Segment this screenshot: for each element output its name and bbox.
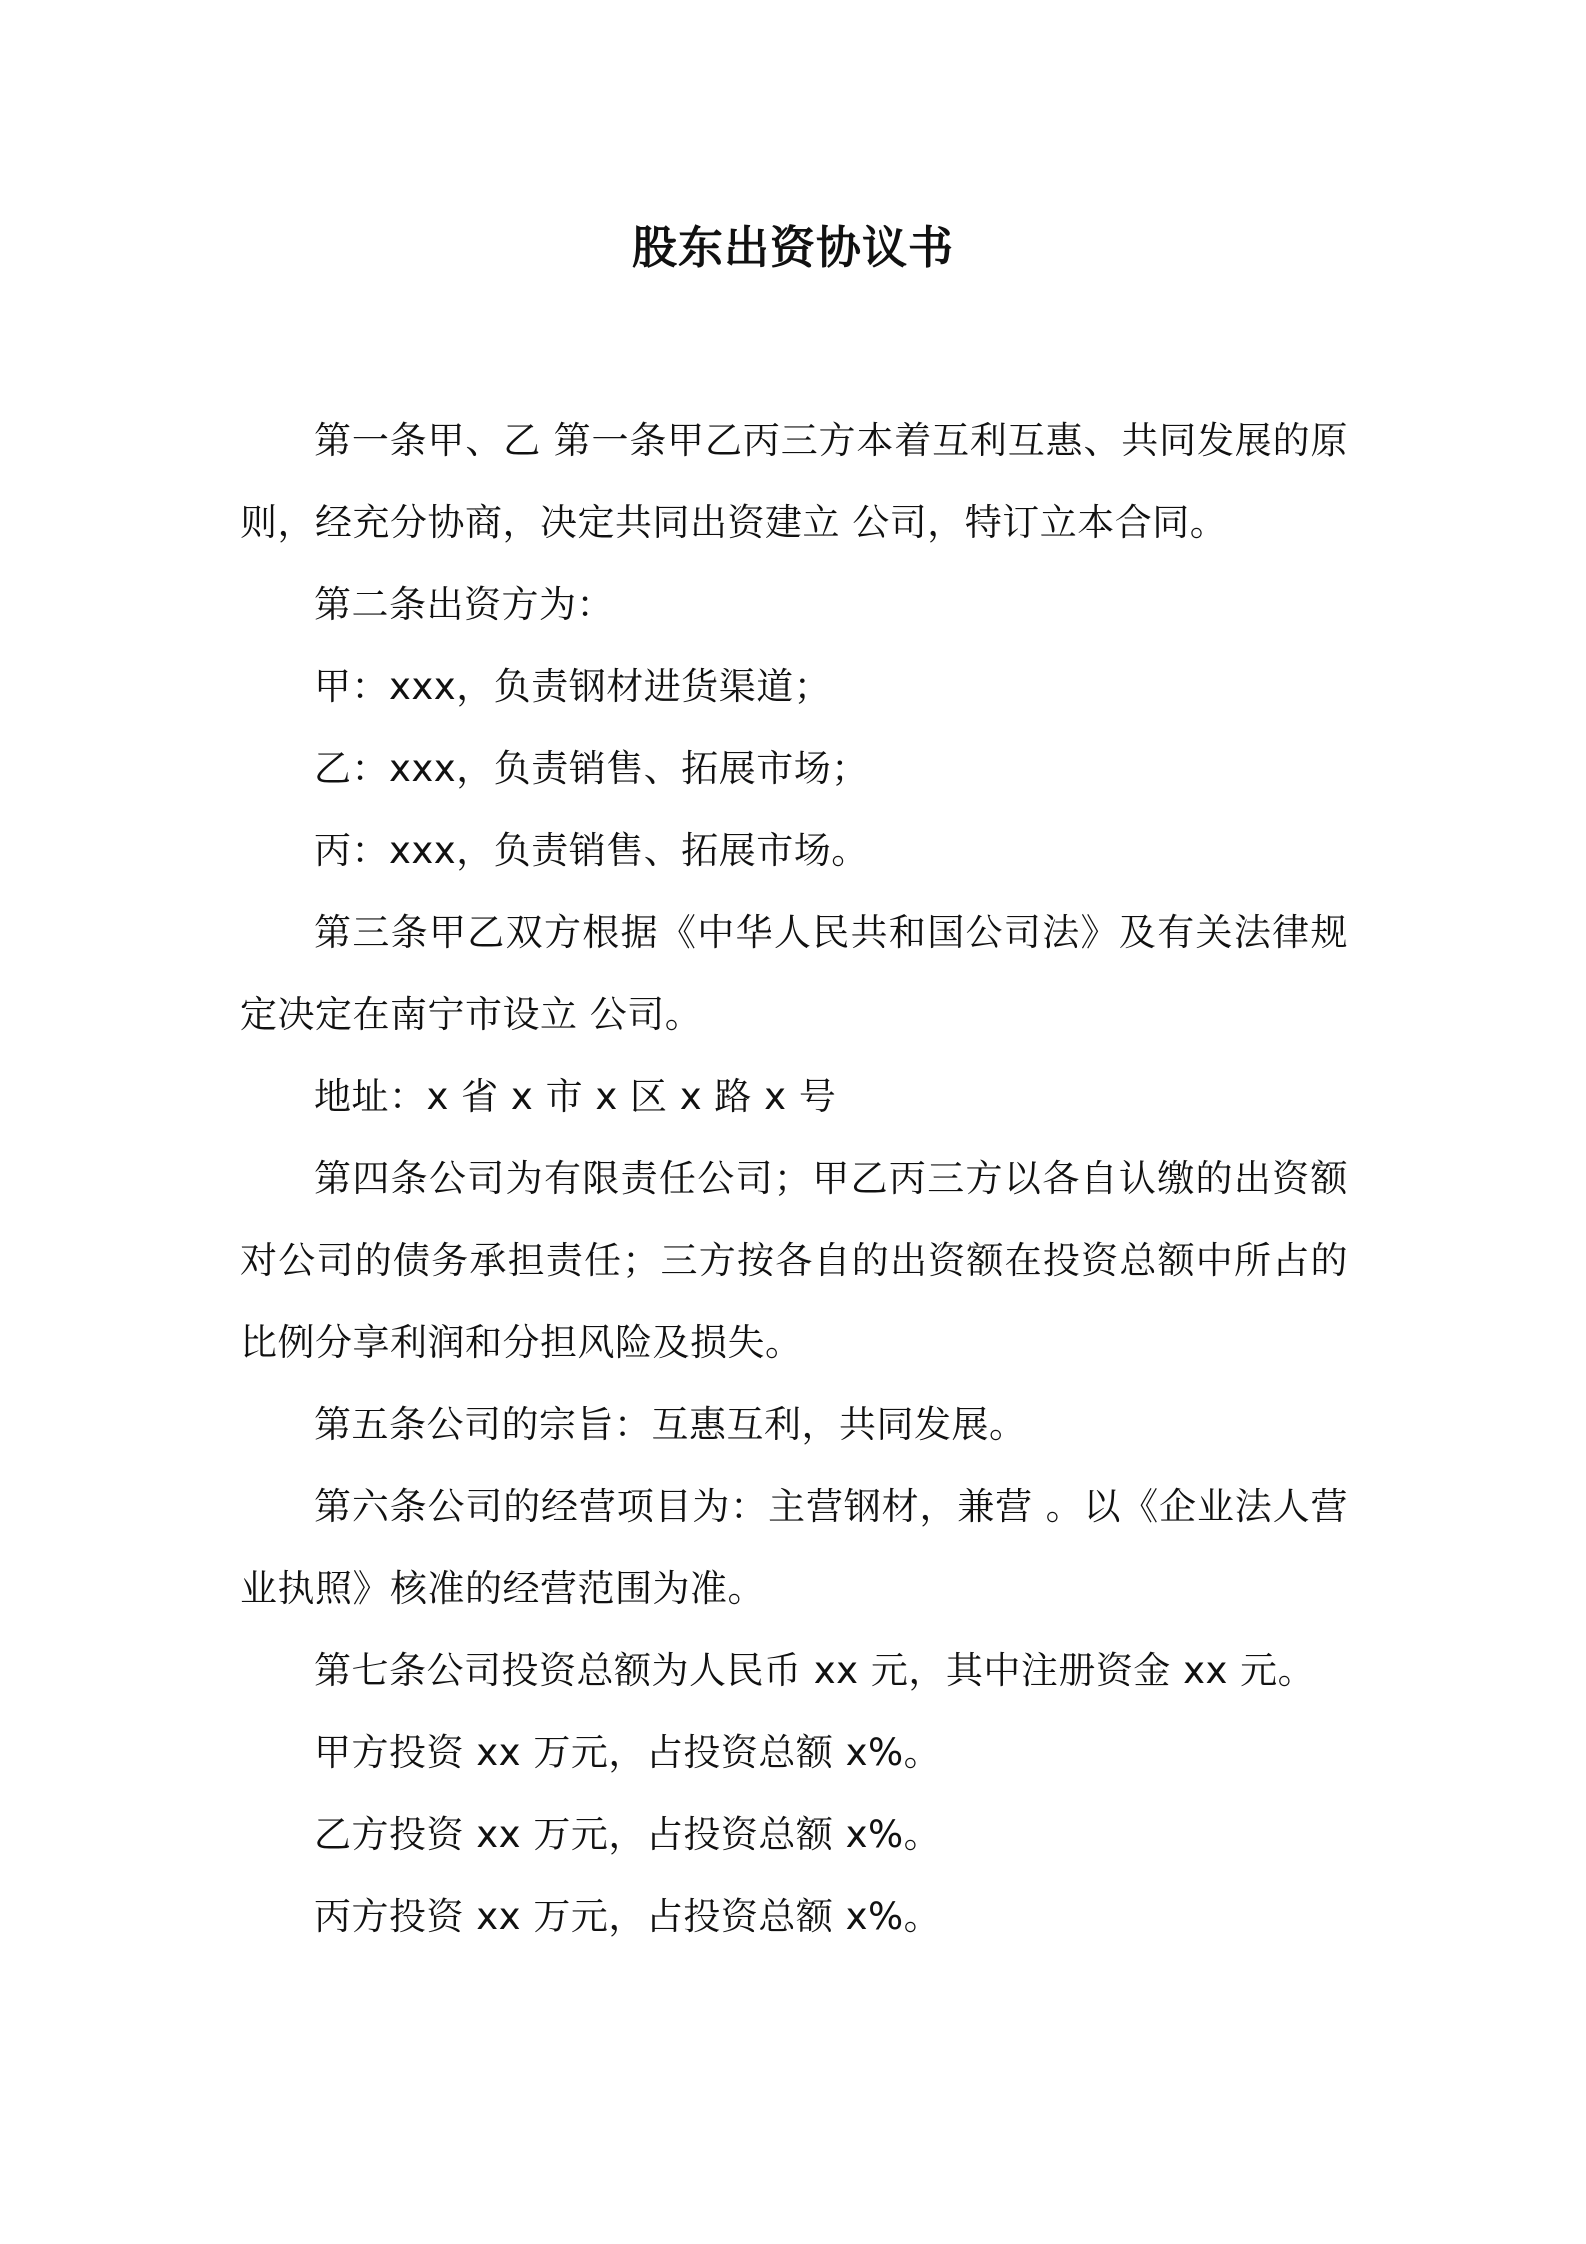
article-6-paragraph: 第六条公司的经营项目为：主营钢材，兼营 。以《企业法人营业执照》核准的经营范围为准。 (240, 1485, 1348, 1610)
article-2-paragraph: 第二条出资方为： (314, 583, 614, 626)
party-b-investment-line: 乙方投资 xx 万元，占投资总额 x%。 (314, 1813, 942, 1856)
party-a-investment-line: 甲方投资 xx 万元，占投资总额 x%。 (314, 1731, 942, 1774)
article-1-paragraph: 第一条甲、乙 第一条甲乙丙三方本着互利互惠、共同发展的原则，经充分协商，决定共同出资建立 公司，特订立本合同。 (240, 419, 1348, 544)
article-5-paragraph: 第五条公司的宗旨：互惠互利，共同发展。 (314, 1403, 1027, 1446)
party-b-line: 乙：xxx，负责销售、拓展市场； (314, 747, 869, 790)
document-title: 股东出资协议书 (631, 221, 954, 274)
address-line: 地址：x 省 x 市 x 区 x 路 x 号 (314, 1075, 837, 1118)
article-3-paragraph: 第三条甲乙双方根据《中华人民共和国公司法》及有关法律规定决定在南宁市设立 公司。 (240, 911, 1348, 1036)
document-body (240, 400, 1348, 1958)
article-7-paragraph: 第七条公司投资总额为人民币 xx 元，其中注册资金 xx 元。 (314, 1649, 1316, 1692)
article-4-paragraph: 第四条公司为有限责任公司；甲乙丙三方以各自认缴的出资额对公司的债务承担责任；三方按各自的出资额在投资总额中所占的比例分享利润和分担风险及损失。 (240, 1157, 1348, 1364)
party-c-investment-line: 丙方投资 xx 万元，占投资总额 x%。 (314, 1895, 942, 1938)
party-a-line: 甲：xxx，负责钢材进货渠道； (314, 665, 832, 708)
party-c-line: 丙：xxx，负责销售、拓展市场。 (314, 829, 869, 872)
